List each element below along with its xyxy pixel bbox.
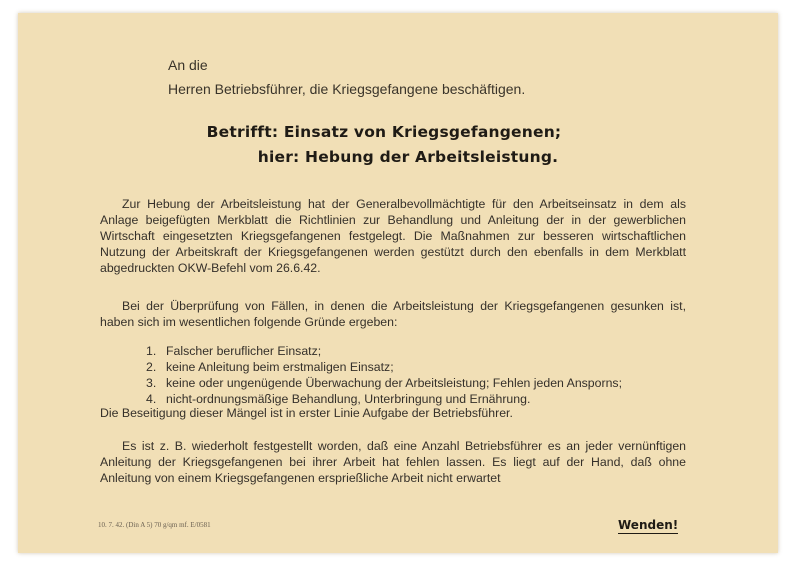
document-page: [18, 13, 778, 553]
reasons-list: [146, 343, 706, 407]
paragraph-1: [100, 196, 686, 276]
paragraph-3: [100, 438, 686, 486]
subject-line-1: Betrifft: Einsatz von Kriegsgefangenen;: [206, 123, 562, 141]
turn-page-label: Wenden!: [618, 518, 679, 532]
list-item-number: 1.: [146, 344, 157, 358]
list-item-text: Falscher beruflicher Einsatz;: [166, 344, 322, 358]
list-item: [146, 391, 706, 407]
paragraph-2-text: Bei der Überprüfung von Fällen, in denen die Arbeitsleistung der Kriegsgefangenen gesunken ist, haben sich im wesentlichen folgende Gründe ergeben:: [100, 299, 686, 329]
subject-line-2: hier: Hebung der Arbeitsleistung.: [257, 148, 559, 166]
list-item-number: 4.: [146, 392, 157, 406]
list-item: [146, 359, 706, 375]
paragraph-1-text: Zur Hebung der Arbeitsleistung hat der Generalbevollmächtigte für den Arbeitseinsatz in dem als Anlage beigefügten Merkblatt die Richtlinien zur Behandlung und Anleitung der in der gewerblichen Wirtschaft eingesetzten Kriegsgefangenen festgelegt. Die Maßnahmen zur besseren wirtschaftlichen Nutzung der Arbeitskraft der Kriegsgefangenen werden gestützt durch den ebenfalls in dem Merkblatt abgedruckten OKW-Befehl vom 26.6.42.: [100, 197, 686, 275]
list-item-number: 2.: [146, 360, 157, 374]
paragraph-2: [100, 298, 686, 330]
print-reference: 10. 7. 42. (Din A 5) 70 g/qm mf. E/0581: [98, 521, 211, 529]
address-line-2: Herren Betriebsführer, die Kriegsgefangene beschäftigen.: [168, 81, 526, 97]
list-item-text: keine Anleitung beim erstmaligen Einsatz;: [166, 360, 394, 374]
list-item-text: nicht-ordnungsmäßige Behandlung, Unterbringung und Ernährung.: [166, 392, 531, 406]
paragraph-3-text: Es ist z. B. wiederholt festgestellt worden, daß eine Anzahl Betriebsführer es an jeder vernünftigen Anleitung der Kriegsgefangenen bei ihrer Arbeit hat fehlen lassen. Es liegt auf der Hand, daß ohne Anleitung von einem Kriegsgefangenen ersprießliche Arbeit nicht erwartet: [100, 439, 686, 485]
address-line-1: An die: [168, 57, 208, 73]
list-item: [146, 343, 706, 359]
list-item: [146, 375, 706, 391]
list-item-number: 3.: [146, 376, 157, 390]
list-item-text: keine oder ungenügende Überwachung der Arbeitsleistung; Fehlen jeden Ansporns;: [166, 376, 622, 390]
closing-sentence: Die Beseitigung dieser Mängel ist in erster Linie Aufgabe der Betriebsführer.: [100, 406, 513, 420]
